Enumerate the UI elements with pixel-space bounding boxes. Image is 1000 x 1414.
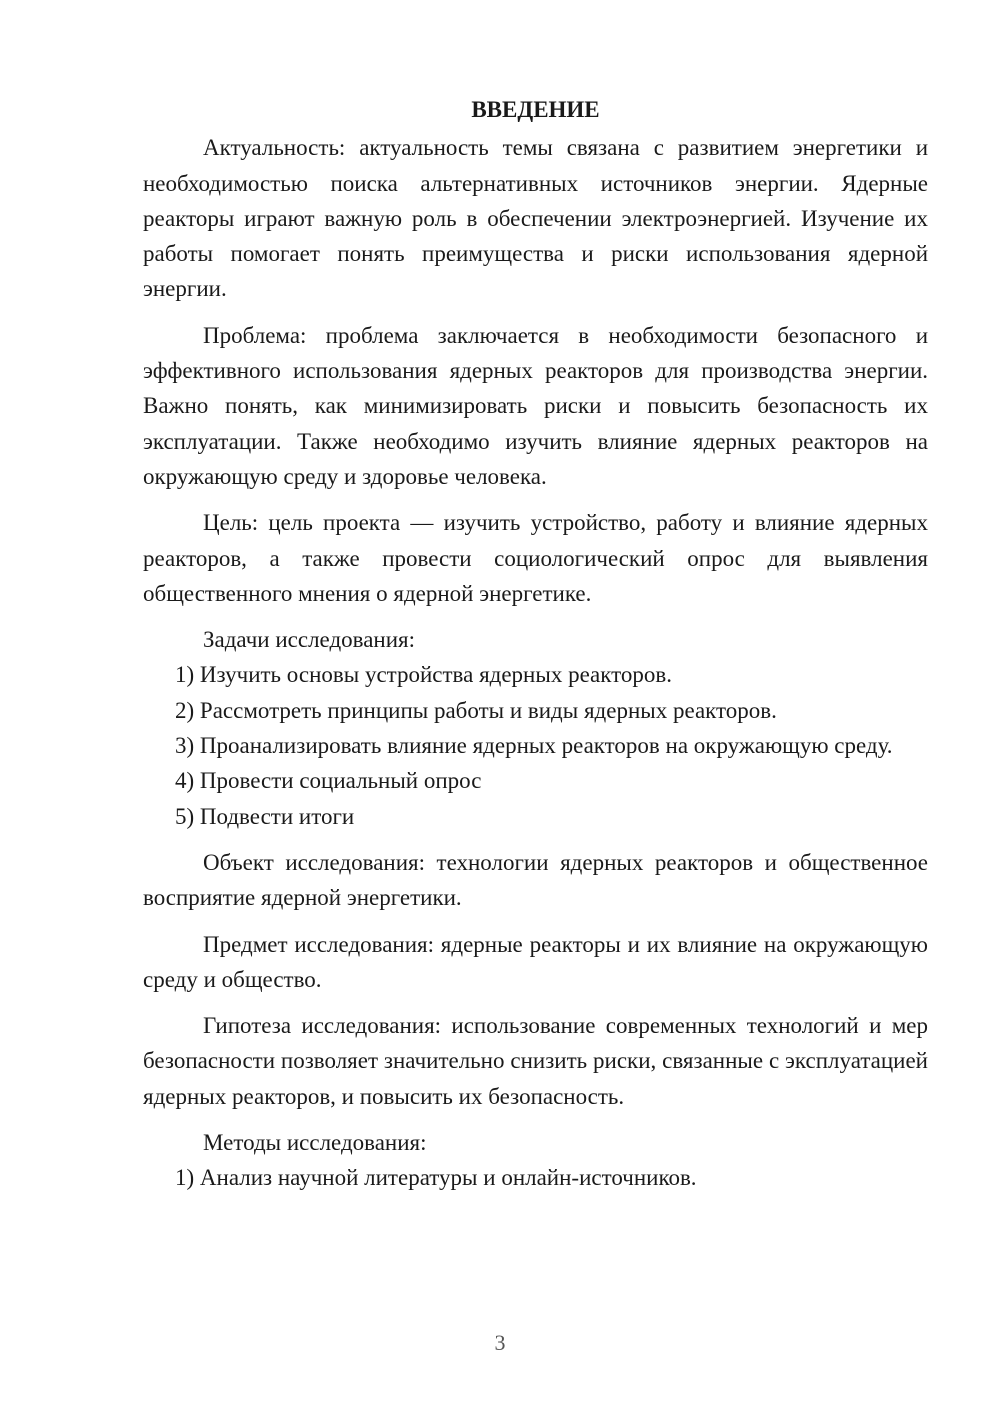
relevance-paragraph: Актуальность: актуальность темы связана с развитием энергетики и необходимостью поиска альтернативных источников энергии. Ядерные реакторы играют важную роль в обеспечении электроэнергией. Изучение их работы помогает понять преимущества и риски использования ядерной энергии.	[143, 135, 928, 302]
task-item: 1) Изучить основы устройства ядерных реакторов.	[175, 662, 672, 688]
tasks-heading: Задачи исследования:	[203, 627, 416, 653]
object-paragraph: Объект исследования: технологии ядерных реакторов и общественное восприятие ядерной энергетики.	[143, 849, 928, 911]
hypothesis-paragraph: Гипотеза исследования: использование современных технологий и мер безопасности позволяет значительно снизить риски, связанные с эксплуатацией ядерных реакторов, и повысить их безопасность.	[143, 1013, 928, 1109]
methods-heading: Методы исследования:	[203, 1130, 427, 1156]
task-item: 2) Рассмотреть принципы работы и виды ядерных реакторов.	[175, 697, 777, 723]
task-item: 4) Провести социальный опрос	[175, 768, 482, 794]
task-item: 3) Проанализировать влияние ядерных реакторов на окружающую среду.	[175, 733, 893, 759]
problem-paragraph: Проблема: проблема заключается в необходимости безопасного и эффективного использования ядерных реакторов для производства энергии. Важно понять, как минимизировать риски и повысить безопасность их эксплуатации. Также необходимо изучить влияние ядерных реакторов на окружающую среду и здоровье человека.	[143, 322, 928, 489]
method-item: 1) Анализ научной литературы и онлайн-источников.	[175, 1165, 697, 1191]
goal-paragraph: Цель: цель проекта — изучить устройство, работу и влияние ядерных реакторов, а также провести социологический опрос для выявления общественного мнения о ядерной энергетике.	[143, 510, 928, 606]
page-number: 3	[494, 1330, 506, 1355]
section-title: ВВЕДЕНИЕ	[471, 97, 600, 122]
page-content	[143, 92, 928, 1196]
subject-paragraph: Предмет исследования: ядерные реакторы и их влияние на окружающую среду и общество.	[143, 931, 928, 992]
task-item: 5) Подвести итоги	[175, 803, 355, 829]
